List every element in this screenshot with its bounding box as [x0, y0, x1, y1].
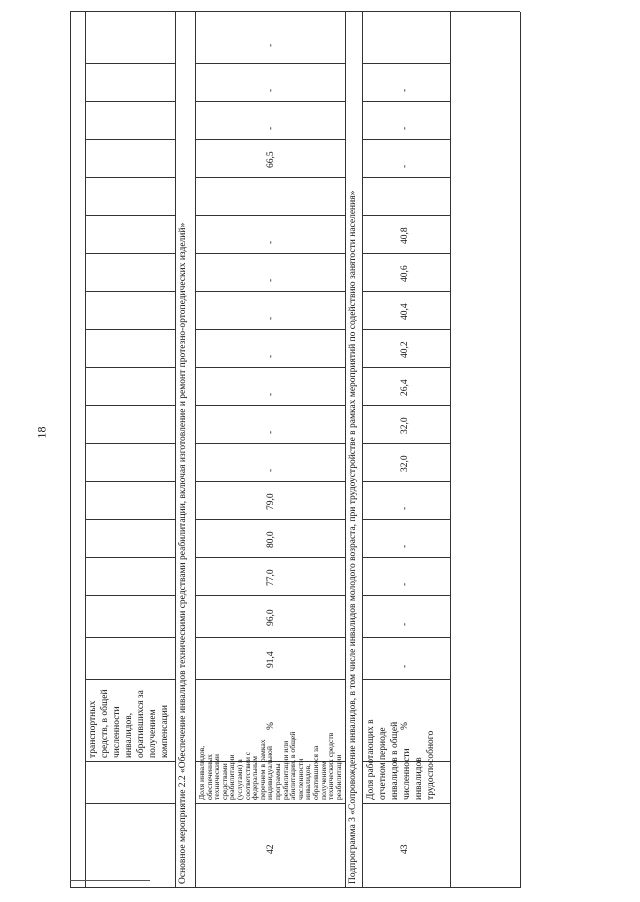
value-cell: 40,4: [400, 303, 410, 320]
value-cell: 80,0: [266, 531, 276, 548]
table-column-line: [195, 215, 345, 216]
value-cell: 40,8: [400, 227, 410, 244]
indicator-text-line: обратившихся за: [311, 745, 320, 800]
indicator-text-line: реабилитации: [227, 754, 237, 800]
indicator-text-line: федеральным: [250, 756, 260, 800]
table-column-line: [362, 519, 450, 520]
table-row-line: [85, 12, 86, 888]
table-column-line: [85, 215, 175, 216]
table-edge: [70, 887, 520, 888]
table-column-line: [85, 367, 175, 368]
indicator-text-line: перечнем в рамках: [257, 739, 267, 800]
table-row-line: [70, 12, 71, 888]
indicator-text-line: численности: [402, 748, 412, 800]
table-column-line: [85, 253, 175, 254]
indicator-text-line: Доля инвалидов,: [197, 745, 206, 800]
indicator-text-line: индивидуальной: [265, 746, 275, 800]
table-column-line: [362, 637, 450, 638]
indicator-text-line: (услугами) в: [235, 759, 244, 800]
indicator-text-line: инвалидов в общей: [390, 721, 400, 800]
value-cell: 77,0: [266, 569, 276, 586]
value-cell: -: [400, 126, 410, 130]
table-column-line: [195, 679, 345, 680]
table-column-line: [195, 139, 345, 140]
indicator-text-line: инвалидов: [414, 757, 424, 800]
unit-cell: %: [266, 722, 276, 730]
table-row-line: [450, 12, 451, 888]
value-cell: -: [266, 240, 276, 244]
table-column-line: [195, 443, 345, 444]
value-cell: -: [266, 316, 276, 320]
table-column-line: [85, 329, 175, 330]
table-column-line: [362, 177, 450, 178]
table-column-line: [195, 329, 345, 330]
value-cell: -: [400, 664, 410, 668]
indicator-text-line: компенсации: [160, 705, 170, 758]
table-column-line: [362, 215, 450, 216]
table-column-line: [85, 761, 175, 762]
indicator-text-line: получением: [318, 761, 328, 800]
value-cell: -: [266, 126, 276, 130]
table-column-line: [85, 177, 175, 178]
value-cell: 40,2: [400, 341, 410, 358]
table-column-line: [362, 595, 450, 596]
value-cell: 32,0: [400, 417, 410, 434]
table-column-line: [195, 291, 345, 292]
value-cell: -: [400, 582, 410, 586]
table-column-line: [85, 63, 175, 64]
table-column-line: [195, 519, 345, 520]
table-column-line: [362, 557, 450, 558]
value-cell: 91,4: [266, 651, 276, 668]
indicator-text-line: трудоспособного: [426, 730, 436, 800]
indicator-text-line: обеспеченных: [204, 754, 214, 800]
table-column-line: [195, 101, 345, 102]
table-column-line: [362, 291, 450, 292]
table-row-line: [520, 12, 521, 888]
value-cell: -: [400, 622, 410, 626]
table-column-line: [195, 177, 345, 178]
value-cell: -: [400, 164, 410, 168]
table-column-line: [362, 405, 450, 406]
value-cell: -: [400, 88, 410, 92]
indicator-text-line: средствами: [219, 763, 229, 800]
section-header: Основное мероприятие 2.2 «Обеспечение инвалидов техническими средствами реабилитации, включая изготовление и ремонт протезно-ортопедических изделий»: [178, 222, 188, 884]
value-cell: -: [266, 278, 276, 282]
value-cell: -: [400, 506, 410, 510]
indicator-text-line: реабилитации или: [280, 740, 290, 800]
table-column-line: [85, 595, 175, 596]
table-column-line: [362, 139, 450, 140]
table-column-line: [362, 367, 450, 368]
page-number: 18: [34, 426, 49, 439]
table-column-line: [85, 443, 175, 444]
value-cell: -: [266, 392, 276, 396]
subprogram-header: Подпрограмма 3 «Сопровождение инвалидов, в том числе инвалидов молодого возраста, при трудоустройстве в рамках мероприятий по содействию занятости населения»: [348, 190, 358, 884]
indicator-text-line: средств, в общей: [100, 689, 110, 758]
value-cell: 40,6: [400, 265, 410, 282]
table-column-line: [85, 139, 175, 140]
value-cell: -: [266, 468, 276, 472]
table-row-line: [175, 12, 176, 888]
value-cell: -: [266, 430, 276, 434]
table-column-line: [195, 481, 345, 482]
table-column-line: [85, 803, 175, 804]
table-column-line: [85, 291, 175, 292]
indicator-text-line: транспортных: [88, 700, 98, 758]
table-column-line: [195, 253, 345, 254]
table-column-line: [362, 679, 450, 680]
indicator-text-line: техническими: [212, 754, 222, 800]
indicator-text-line: соответствии с: [242, 751, 252, 800]
indicator-text-line: Доля работающих в: [366, 719, 376, 800]
indicator-text-line: обратившихся за: [136, 690, 146, 758]
table-column-line: [85, 637, 175, 638]
table-column-line: [362, 101, 450, 102]
table-column-line: [85, 405, 175, 406]
scan-edge: [70, 880, 150, 881]
table-row-line: [362, 12, 363, 888]
value-cell: 96,0: [266, 609, 276, 626]
value-cell: -: [400, 544, 410, 548]
indicator-text-line: реабилитации: [333, 754, 343, 800]
value-cell: 26,4: [400, 379, 410, 396]
row-number: 43: [400, 844, 410, 854]
value-cell: 32,0: [400, 455, 410, 472]
indicator-text-line: абилитации, в общей: [288, 731, 298, 800]
value-cell: -: [266, 43, 276, 47]
indicator-text-line: получением: [148, 709, 158, 758]
table-column-line: [362, 481, 450, 482]
value-cell: -: [266, 88, 276, 92]
indicator-text-line: технических средств: [326, 732, 336, 800]
unit-cell: %: [400, 722, 410, 730]
table-edge: [70, 11, 520, 12]
table-column-line: [85, 519, 175, 520]
row-number: 42: [266, 844, 276, 854]
table-column-line: [85, 679, 175, 680]
table-row-line: [195, 12, 196, 888]
table-column-line: [195, 63, 345, 64]
table-column-line: [195, 557, 345, 558]
table-column-line: [362, 803, 450, 804]
value-cell: -: [266, 354, 276, 358]
table-column-line: [85, 481, 175, 482]
indicator-text-line: инвалидов,: [124, 712, 134, 758]
table-row-line: [345, 12, 346, 888]
indicator-text-line: программы: [273, 763, 282, 800]
table-column-line: [85, 101, 175, 102]
table-column-line: [195, 637, 345, 638]
table-column-line: [362, 329, 450, 330]
table-column-line: [362, 63, 450, 64]
table-column-line: [195, 405, 345, 406]
indicator-text-line: численности: [112, 706, 122, 758]
indicator-text-line: отчетном периоде: [378, 727, 388, 800]
table-column-line: [85, 557, 175, 558]
value-cell: 79,0: [266, 493, 276, 510]
table-column-line: [195, 803, 345, 804]
table-column-line: [362, 253, 450, 254]
table-column-line: [362, 443, 450, 444]
indicators-table: [70, 12, 520, 888]
table-column-line: [195, 595, 345, 596]
table-column-line: [195, 367, 345, 368]
indicator-text-line: инвалидов,: [303, 763, 313, 800]
value-cell: 66,5: [266, 151, 276, 168]
indicator-text-line: численности: [295, 758, 305, 800]
